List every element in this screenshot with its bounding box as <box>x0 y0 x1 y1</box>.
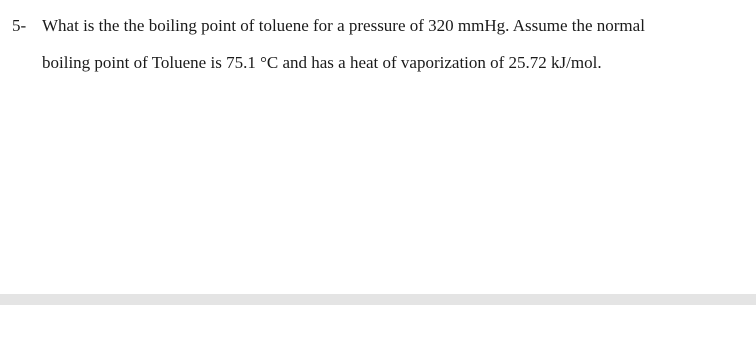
question-block <box>12 14 747 75</box>
question-text-line-2: boiling point of Toluene is 75.1 °C and has a heat of vaporization of 25.72 kJ/mol. <box>42 53 602 72</box>
question-number: 5- <box>12 16 27 35</box>
question-text-line-1: What is the the boiling point of toluene for a pressure of 320 mmHg. Assume the normal <box>42 16 645 35</box>
section-divider <box>0 294 756 305</box>
question-line-1 <box>12 14 747 38</box>
